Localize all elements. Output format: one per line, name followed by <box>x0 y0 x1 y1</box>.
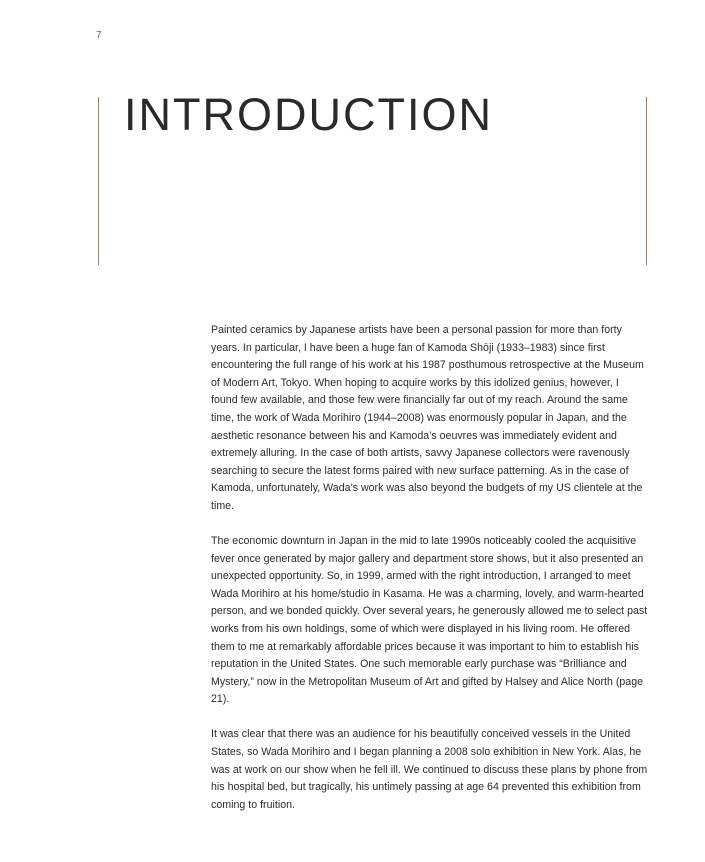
page-number: 7 <box>96 30 103 41</box>
left-vertical-rule <box>98 97 99 265</box>
right-vertical-rule <box>646 97 647 265</box>
paragraph-3: It was clear that there was an audience for his beautifully conceived vessels in the United States, so Wada Morihiro and I began planning a 2008 solo exhibition in New York. Alas, he was at work on our show when he fell ill. We continued to discuss these plans by phone from his hospital bed, but tragically, his untimely passing at age 64 prevented this exhibition from coming to fruition. <box>211 728 648 811</box>
paragraph-2: The economic downturn in Japan in the mid to late 1990s noticeably cooled the acquisitive fever once generated by major gallery and department store shows, but it also presented an unexpected opportunity. So, in 1999, armed with the right introduction, I arranged to meet Wada Morihiro at his home/studio in Kasama. He was a charming, lovely, and warm-hearted person, and we bonded quickly. Over several years, he generously allowed me to select past works from his own holdings, some of which were displayed in his living room. He offered them to me at remarkably affordable prices because it was important to him to establish his reputation in the United States. One such memorable early purchase was “Brilliance and Mystery,” now in the Metropolitan Museum of Art and gifted by Halsey and Alice North (page 21). <box>211 535 648 706</box>
page-title: INTRODUCTION <box>124 89 493 140</box>
paragraph-1: Painted ceramics by Japanese artists have been a personal passion for more than forty years. In particular, I have been a huge fan of Kamoda Shōji (1933–1983) since first encountering the full range of his work at his 1987 posthumous retrospective at the Museum of Modern Art, Tokyo. When hoping to acquire works by this idolized genius, however, I found few available, and those few were financially far out of my reach. Around the same time, the work of Wada Morihiro (1944–2008) was enormously popular in Japan, and the aesthetic resonance between his and Kamoda’s oeuvres was immediately evident and extremely alluring. In the case of both artists, savvy Japanese collectors were ravenously searching to secure the latest forms paired with new surface patterning. As in the case of Kamoda, unfortunately, Wada’s work was also beyond the budgets of my US clientele at the time. <box>211 324 644 512</box>
body-text <box>211 322 648 832</box>
